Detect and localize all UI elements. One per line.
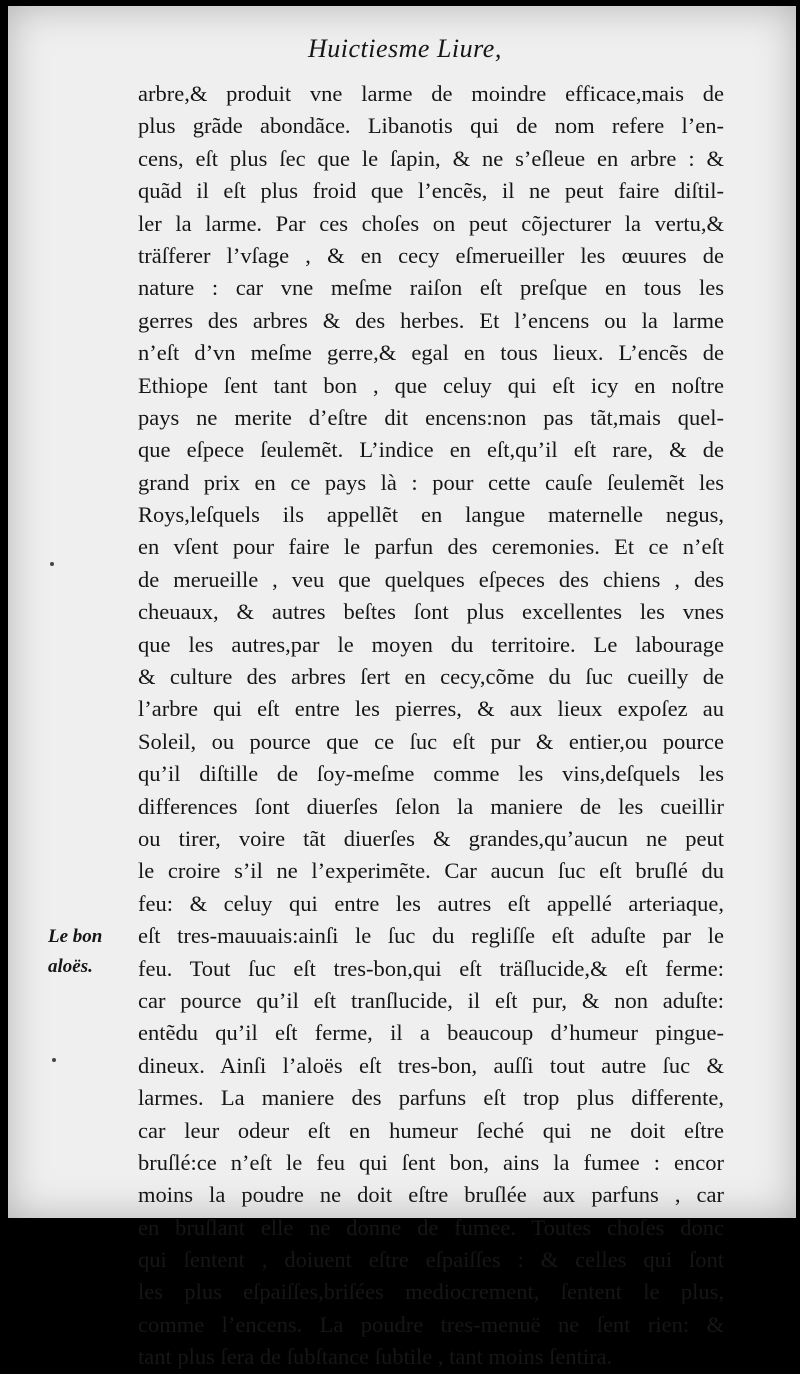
text-line: larmes. La maniere des parfuns eſt trop plus differente, xyxy=(138,1085,724,1111)
text-line: les plus eſpaiſſes,briſées mediocrement, ſentent le plus, xyxy=(138,1279,724,1305)
text-line: moins la poudre ne doit eſtre bruſlée aux parfuns , car xyxy=(138,1182,724,1208)
ink-speck xyxy=(50,562,54,566)
text-line: plus grãde abondãce. Libanotis qui de nom refere l’en- xyxy=(138,113,724,139)
ink-speck xyxy=(52,1058,56,1062)
body-text xyxy=(138,78,724,1374)
text-line: grand prix en ce pays là : pour cette cauſe ſeulemẽt les xyxy=(138,469,724,495)
text-line: car leur odeur eſt en humeur ſeché qui ne doit eſtre xyxy=(138,1117,724,1143)
text-line: feu: & celuy qui entre les autres eſt appellé arteriaque, xyxy=(138,890,724,916)
text-line: cheuaux, & autres beſtes ſont plus excellentes les vnes xyxy=(138,599,724,625)
text-line: quãd il eſt plus froid que l’encẽs, il ne peut faire diſtil- xyxy=(138,178,724,204)
text-line: que les autres,par le moyen du territoire. Le labourage xyxy=(138,631,724,657)
margin-note xyxy=(48,922,128,982)
text-line: differences ſont diuerſes ſelon la maniere de les cueillir xyxy=(138,793,724,819)
text-line: eſt tres-mauuais:ainſi le ſuc du regliſſe eſt aduſte par le xyxy=(138,923,724,949)
text-line: arbre,& produit vne larme de moindre efficace,mais de xyxy=(138,81,724,106)
text-line: nature : car vne meſme raiſon eſt preſque en tous les xyxy=(138,275,724,301)
text-line: que eſpece ſeulemẽt. L’indice en eſt,qu’il eſt rare, & de xyxy=(138,437,724,463)
text-line: cens, eſt plus ſec que le ſapin, & ne s’eſleue en arbre : & xyxy=(138,145,724,171)
text-line: l’arbre qui eſt entre les pierres, & aux lieux expoſez au xyxy=(138,696,724,722)
text-line: bruſlé:ce n’eſt le feu qui ſent bon, ains la fumee : encor xyxy=(138,1149,724,1175)
text-line: de merueille , veu que quelques eſpeces des chiens , des xyxy=(138,566,724,592)
text-line: qui ſentent , doiuent eſtre eſpaiſſes : & celles qui ſont xyxy=(138,1247,724,1273)
text-line: gerres des arbres & des herbes. Et l’encens ou la larme xyxy=(138,307,724,333)
text-line: träſferer l’vſage , & en cecy eſmerueiller les œuures de xyxy=(138,242,724,268)
text-line: en vſent pour faire le parfun des ceremonies. Et ce n’eſt xyxy=(138,534,724,560)
text-line: Ethiope ſent tant bon , que celuy qui eſt icy en noſtre xyxy=(138,372,724,398)
text-line: dineux. Ainſi l’aloës eſt tres-bon, auſſi tout autre ſuc & xyxy=(138,1052,724,1078)
text-line: n’eſt d’vn meſme gerre,& egal en tous lieux. L’encẽs de xyxy=(138,340,724,366)
text-line: feu. Tout ſuc eſt tres-bon,qui eſt träſlucide,& eſt ferme: xyxy=(138,955,724,981)
text-line: car pource qu’il eſt tranſlucide, il eſt pur, & non aduſte: xyxy=(138,987,724,1013)
text-line: & culture des arbres ſert en cecy,cõme du ſuc cueilly de xyxy=(138,664,724,690)
text-line: qu’il diſtille de ſoy-meſme comme les vins,deſquels les xyxy=(138,761,724,787)
text-line: Soleil, ou pource que ce ſuc eſt pur & entier,ou pource xyxy=(138,728,724,754)
text-line: Roys,leſquels ils appellẽt en langue maternelle negus, xyxy=(138,502,724,528)
text-line: en bruſlant elle ne donne de fumee. Toutes choſes donc xyxy=(138,1214,724,1240)
text-line: pays ne merite d’eſtre dit encens:non pas tãt,mais quel- xyxy=(138,404,724,430)
text-line: le croire s’il ne l’experimẽte. Car aucun ſuc eſt bruſlé du xyxy=(138,858,724,884)
text-line: tant plus ſera de ſubſtance ſubtile , tant moins ſentira. xyxy=(138,1344,613,1370)
margin-note-line: aloës. xyxy=(48,956,93,977)
text-line: ou tirer, voire tãt diuerſes & grandes,qu’aucun ne peut xyxy=(138,825,724,851)
text-line: comme l’encens. La poudre tres-menuë ne ſent rien: & xyxy=(138,1311,724,1337)
text-line: ler la larme. Par ces choſes on peut cõjecturer la vertu,& xyxy=(138,210,724,236)
book-page xyxy=(8,6,796,1370)
margin-note-line: Le bon xyxy=(48,926,103,947)
running-title: Huictiesme Liure, xyxy=(308,34,502,63)
text-line: entẽdu qu’il eſt ferme, il a beaucoup d’humeur pingue- xyxy=(138,1020,724,1046)
